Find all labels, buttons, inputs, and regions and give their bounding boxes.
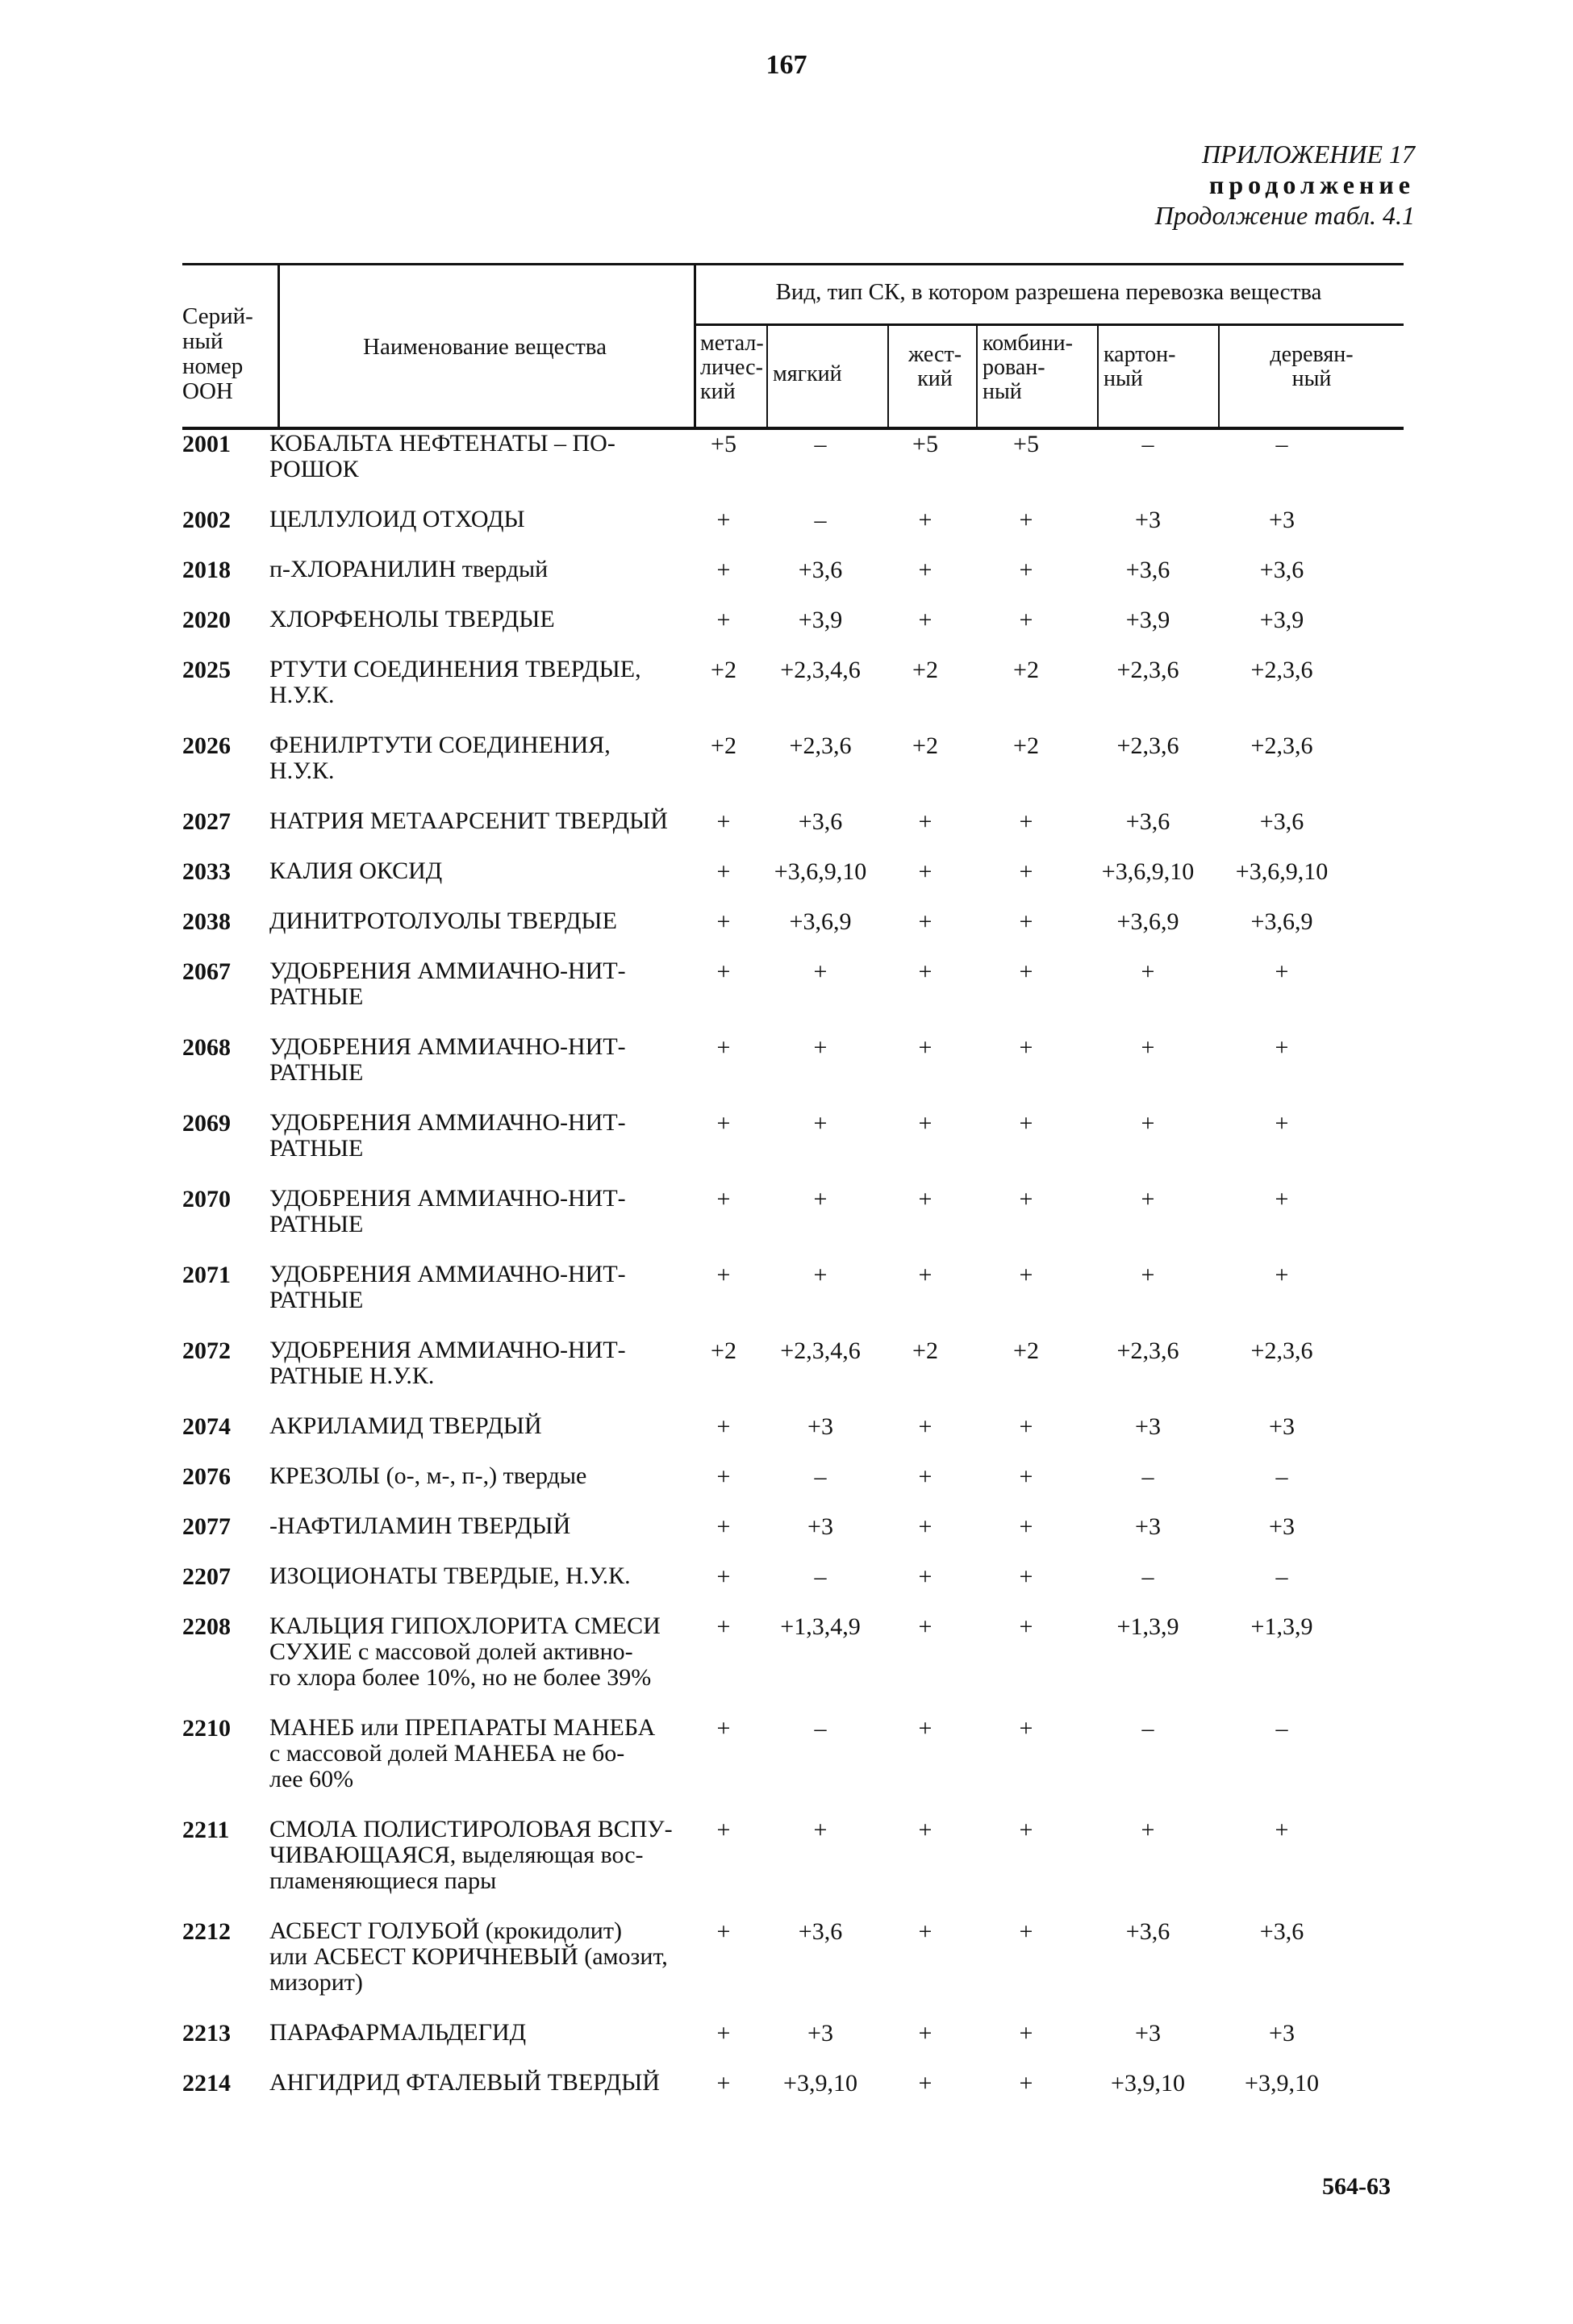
- cell-cardboard: –: [1141, 1563, 1154, 1590]
- cell-rigid: +2: [912, 657, 938, 683]
- cell-combined: +: [1019, 557, 1033, 583]
- table-row: [182, 657, 1404, 732]
- un-serial-number: 2074: [182, 1413, 231, 1440]
- table-row: [182, 1262, 1404, 1337]
- cell-rigid: +: [918, 2070, 933, 2097]
- cell-combined: +: [1019, 1817, 1033, 1843]
- cell-soft: +3: [807, 2020, 833, 2047]
- cell-cardboard: +3,6: [1125, 808, 1170, 835]
- header-subdivider: [694, 323, 1404, 326]
- cell-combined: +2: [1013, 1337, 1039, 1364]
- substance-name: ДИНИТРОТОЛУОЛЫ ТВЕРДЫЕ: [269, 907, 617, 934]
- un-serial-number: 2001: [182, 431, 231, 457]
- table-row: [182, 908, 1404, 958]
- table-row: [182, 1513, 1404, 1563]
- cell-combined: +5: [1013, 431, 1039, 457]
- cell-wooden: –: [1275, 431, 1288, 457]
- cell-combined: +: [1019, 1034, 1033, 1061]
- cell-wooden: –: [1275, 1715, 1288, 1742]
- substance-name: ИЗОЦИОНАТЫ ТВЕРДЫЕ, Н.У.К.: [269, 1563, 631, 1589]
- cell-metal: +: [716, 2020, 731, 2047]
- cell-wooden: +3: [1269, 1413, 1295, 1440]
- substance-name: АСБЕСТ ГОЛУБОЙ (крокидолит) или АСБЕСТ КОРИЧНЕВЫЙ (амозит, мизорит): [269, 1917, 668, 1996]
- un-serial-number: 2212: [182, 1918, 231, 1945]
- cell-combined: +: [1019, 507, 1033, 533]
- table-row: [182, 557, 1404, 607]
- cell-soft: –: [814, 507, 827, 533]
- cell-combined: +: [1019, 607, 1033, 633]
- cell-rigid: +: [918, 1613, 933, 1640]
- substance-name: КАЛЬЦИЯ ГИПОХЛОРИТА СМЕСИ СУХИЕ с массовой долей активно- го хлора более 10%, но не более 39%: [269, 1613, 661, 1691]
- substance-name: СМОЛА ПОЛИСТИРОЛОВАЯ ВСПУ- ЧИВАЮЩАЯСЯ, выделяющая вос- пламеняющиеся пары: [269, 1816, 673, 1894]
- cell-metal: +: [716, 1186, 731, 1212]
- cell-rigid: +: [918, 2020, 933, 2047]
- cell-soft: –: [814, 431, 827, 457]
- substance-name: АНГИДРИД ФТАЛЕВЫЙ ТВЕРДЫЙ: [269, 2069, 660, 2096]
- cell-soft: +2,3,4,6: [780, 657, 861, 683]
- cell-cardboard: –: [1141, 1715, 1154, 1742]
- cell-cardboard: +3: [1135, 1513, 1161, 1540]
- header-divider: [277, 265, 280, 427]
- cell-cardboard: +3: [1135, 1413, 1161, 1440]
- table-caption: Продолжение табл. 4.1: [1154, 201, 1415, 230]
- cell-wooden: +2,3,6: [1250, 1337, 1313, 1364]
- table-row: [182, 1337, 1404, 1413]
- table-row: [182, 1817, 1404, 1918]
- cell-metal: +: [716, 1513, 731, 1540]
- cell-metal: +: [716, 1817, 731, 1843]
- cell-combined: +: [1019, 958, 1033, 985]
- page-number: 167: [766, 50, 807, 80]
- cell-wooden: +1,3,9: [1250, 1613, 1313, 1640]
- cell-wooden: +3: [1269, 507, 1295, 533]
- cell-cardboard: +3,6,9: [1116, 908, 1179, 935]
- cell-soft: +3,6: [798, 1918, 843, 1945]
- un-serial-number: 2002: [182, 507, 231, 533]
- print-code: 564-63: [1322, 2173, 1391, 2200]
- cell-rigid: +: [918, 1817, 933, 1843]
- cell-cardboard: +: [1141, 1034, 1155, 1061]
- cell-soft: +: [813, 958, 828, 985]
- cell-metal: +: [716, 1034, 731, 1061]
- cell-combined: +: [1019, 1413, 1033, 1440]
- continuation-label: продолжение: [1208, 170, 1415, 199]
- cell-combined: +: [1019, 1513, 1033, 1540]
- cell-rigid: +: [918, 1918, 933, 1945]
- substance-name: ПАРАФАРМАЛЬДЕГИД: [269, 2019, 527, 2046]
- table-row: [182, 2070, 1404, 2120]
- table-row: [182, 1463, 1404, 1513]
- cell-soft: +: [813, 1817, 828, 1843]
- cell-wooden: +3,6: [1259, 557, 1304, 583]
- table-row: [182, 1186, 1404, 1262]
- cell-rigid: +: [918, 1110, 933, 1137]
- cell-soft: +2,3,6: [789, 732, 852, 759]
- cell-cardboard: +2,3,6: [1116, 657, 1179, 683]
- cell-wooden: +3,9,10: [1245, 2070, 1319, 2097]
- header-col-soft: мягкий: [773, 361, 842, 386]
- cell-soft: +3,6: [798, 808, 843, 835]
- table-row: [182, 858, 1404, 908]
- substance-name: КОБАЛЬТА НЕФТЕНАТЫ – ПО- РОШОК: [269, 430, 615, 482]
- cell-cardboard: +: [1141, 958, 1155, 985]
- cell-rigid: +2: [912, 1337, 938, 1364]
- cell-cardboard: +: [1141, 1262, 1155, 1288]
- table-row: [182, 808, 1404, 858]
- cell-metal: +: [716, 1262, 731, 1288]
- cell-wooden: +: [1275, 1034, 1289, 1061]
- table-row: [182, 607, 1404, 657]
- cell-wooden: +: [1275, 1817, 1289, 1843]
- cell-rigid: +: [918, 1413, 933, 1440]
- cell-wooden: +3,6,9,10: [1235, 858, 1329, 885]
- cell-wooden: –: [1275, 1463, 1288, 1490]
- substance-name: АКРИЛАМИД ТВЕРДЫЙ: [269, 1412, 542, 1439]
- cell-metal: +2: [711, 657, 736, 683]
- table-row: [182, 1918, 1404, 2020]
- header-group: Вид, тип СК, в котором разрешена перевозка вещества: [775, 279, 1322, 305]
- cell-metal: +: [716, 858, 731, 885]
- header-divider: [1218, 323, 1220, 427]
- cell-wooden: +2,3,6: [1250, 657, 1313, 683]
- cell-soft: +3,6,9,10: [774, 858, 867, 885]
- cell-cardboard: +2,3,6: [1116, 732, 1179, 759]
- cell-metal: +: [716, 1715, 731, 1742]
- table-row: [182, 1034, 1404, 1110]
- cell-wooden: +3: [1269, 1513, 1295, 1540]
- un-serial-number: 2069: [182, 1110, 231, 1137]
- substance-name: п-ХЛОРАНИЛИН твердый: [269, 556, 549, 582]
- cell-combined: +: [1019, 1918, 1033, 1945]
- cell-combined: +2: [1013, 657, 1039, 683]
- un-serial-number: 2018: [182, 557, 231, 583]
- cell-cardboard: –: [1141, 1463, 1154, 1490]
- cell-wooden: +3,6,9: [1250, 908, 1313, 935]
- cell-cardboard: +3,9: [1125, 607, 1170, 633]
- substance-name: УДОБРЕНИЯ АММИАЧНО-НИТ- РАТНЫЕ Н.У.К.: [269, 1337, 626, 1389]
- cell-rigid: +: [918, 607, 933, 633]
- cell-rigid: +: [918, 808, 933, 835]
- cell-soft: +3,9: [798, 607, 843, 633]
- header-col-rigid: жест- кий: [908, 342, 962, 391]
- cell-soft: +3,9,10: [783, 2070, 857, 2097]
- cell-metal: +: [716, 1110, 731, 1137]
- cell-wooden: +: [1275, 958, 1289, 985]
- cell-cardboard: +3,6: [1125, 557, 1170, 583]
- table-row: [182, 1613, 1404, 1715]
- cell-soft: +: [813, 1110, 828, 1137]
- cell-rigid: +: [918, 958, 933, 985]
- cell-soft: –: [814, 1563, 827, 1590]
- cell-wooden: +3,9: [1259, 607, 1304, 633]
- table-row: [182, 431, 1404, 507]
- appendix-title: ПРИЛОЖЕНИЕ 17: [1202, 140, 1415, 169]
- cell-metal: +: [716, 1463, 731, 1490]
- table-row: [182, 1563, 1404, 1613]
- cell-cardboard: +3,9,10: [1111, 2070, 1185, 2097]
- table-row: [182, 1110, 1404, 1186]
- header-name: Наименование вещества: [363, 334, 607, 360]
- cell-soft: +2,3,4,6: [780, 1337, 861, 1364]
- cell-rigid: +: [918, 1186, 933, 1212]
- cell-metal: +2: [711, 1337, 736, 1364]
- un-serial-number: 2038: [182, 908, 231, 935]
- cell-wooden: –: [1275, 1563, 1288, 1590]
- header-serial: Серий- ный номер ООН: [182, 303, 253, 404]
- un-serial-number: 2070: [182, 1186, 231, 1212]
- substance-name: МАНЕБ или ПРЕПАРАТЫ МАНЕБА с массовой долей МАНЕБА не бо- лее 60%: [269, 1714, 656, 1792]
- cell-rigid: +: [918, 1034, 933, 1061]
- cell-combined: +: [1019, 808, 1033, 835]
- cell-rigid: +: [918, 908, 933, 935]
- substance-name: КРЕЗОЛЫ (о-, м-, п-,) твердые: [269, 1462, 587, 1489]
- cell-rigid: +: [918, 858, 933, 885]
- table-row: [182, 958, 1404, 1034]
- un-serial-number: 2033: [182, 858, 231, 885]
- un-serial-number: 2071: [182, 1262, 231, 1288]
- un-serial-number: 2025: [182, 657, 231, 683]
- un-serial-number: 2077: [182, 1513, 231, 1540]
- cell-wooden: +: [1275, 1262, 1289, 1288]
- cell-metal: +: [716, 507, 731, 533]
- un-serial-number: 2068: [182, 1034, 231, 1061]
- cell-soft: –: [814, 1715, 827, 1742]
- cell-rigid: +: [918, 1463, 933, 1490]
- cell-combined: +: [1019, 1262, 1033, 1288]
- un-serial-number: 2076: [182, 1463, 231, 1490]
- table-row: [182, 1413, 1404, 1463]
- cell-cardboard: +: [1141, 1110, 1155, 1137]
- cell-metal: +: [716, 607, 731, 633]
- cell-wooden: +: [1275, 1110, 1289, 1137]
- table-header: [182, 263, 1404, 430]
- substance-table: [182, 431, 1404, 2120]
- cell-metal: +2: [711, 732, 736, 759]
- table-row: [182, 2020, 1404, 2070]
- cell-metal: +: [716, 2070, 731, 2097]
- cell-rigid: +: [918, 1513, 933, 1540]
- header-col-combined: комбини- рован- ный: [983, 331, 1073, 404]
- table-row: [182, 507, 1404, 557]
- cell-soft: +1,3,4,9: [780, 1613, 861, 1640]
- table-row: [182, 732, 1404, 808]
- cell-metal: +: [716, 958, 731, 985]
- cell-cardboard: +3,6: [1125, 1918, 1170, 1945]
- cell-rigid: +: [918, 507, 933, 533]
- cell-cardboard: +: [1141, 1186, 1155, 1212]
- cell-combined: +2: [1013, 732, 1039, 759]
- cell-combined: +: [1019, 1186, 1033, 1212]
- cell-combined: +: [1019, 1715, 1033, 1742]
- cell-rigid: +: [918, 1715, 933, 1742]
- substance-name: КАЛИЯ ОКСИД: [269, 857, 443, 884]
- cell-metal: +5: [711, 431, 736, 457]
- cell-metal: +: [716, 557, 731, 583]
- cell-metal: +: [716, 808, 731, 835]
- cell-cardboard: +3,6,9,10: [1101, 858, 1195, 885]
- substance-name: УДОБРЕНИЯ АММИАЧНО-НИТ- РАТНЫЕ: [269, 1185, 626, 1237]
- un-serial-number: 2072: [182, 1337, 231, 1364]
- cell-combined: +: [1019, 908, 1033, 935]
- un-serial-number: 2210: [182, 1715, 231, 1742]
- cell-wooden: +: [1275, 1186, 1289, 1212]
- header-col-metal: метал- личес- кий: [700, 331, 764, 404]
- substance-name: НАТРИЯ МЕТААРСЕНИТ ТВЕРДЫЙ: [269, 807, 668, 834]
- substance-name: ФЕНИЛРТУТИ СОЕДИНЕНИЯ, Н.У.К.: [269, 732, 611, 784]
- cell-soft: +: [813, 1262, 828, 1288]
- substance-name: УДОБРЕНИЯ АММИАЧНО-НИТ- РАТНЫЕ: [269, 958, 626, 1010]
- cell-metal: +: [716, 1563, 731, 1590]
- substance-name: УДОБРЕНИЯ АММИАЧНО-НИТ- РАТНЫЕ: [269, 1033, 626, 1086]
- substance-name: ХЛОРФЕНОЛЫ ТВЕРДЫЕ: [269, 606, 555, 632]
- un-serial-number: 2027: [182, 808, 231, 835]
- substance-name: ЦЕЛЛУЛОИД ОТХОДЫ: [269, 506, 525, 532]
- cell-combined: +: [1019, 1613, 1033, 1640]
- cell-cardboard: +: [1141, 1817, 1155, 1843]
- un-serial-number: 2208: [182, 1613, 231, 1640]
- cell-wooden: +3: [1269, 2020, 1295, 2047]
- cell-cardboard: +3: [1135, 2020, 1161, 2047]
- substance-name: УДОБРЕНИЯ АММИАЧНО-НИТ- РАТНЫЕ: [269, 1261, 626, 1313]
- un-serial-number: 2020: [182, 607, 231, 633]
- cell-soft: +: [813, 1034, 828, 1061]
- un-serial-number: 2211: [182, 1817, 230, 1843]
- cell-wooden: +2,3,6: [1250, 732, 1313, 759]
- un-serial-number: 2207: [182, 1563, 231, 1590]
- header-col-cardboard: картон- ный: [1104, 342, 1176, 391]
- un-serial-number: 2067: [182, 958, 231, 985]
- substance-name: УДОБРЕНИЯ АММИАЧНО-НИТ- РАТНЫЕ: [269, 1109, 626, 1162]
- header-col-wooden: деревян- ный: [1270, 342, 1354, 391]
- appendix-heading: [1155, 139, 1415, 231]
- cell-soft: +3,6: [798, 557, 843, 583]
- cell-wooden: +3,6: [1259, 1918, 1304, 1945]
- cell-metal: +: [716, 1613, 731, 1640]
- cell-soft: +3: [807, 1413, 833, 1440]
- cell-rigid: +: [918, 1563, 933, 1590]
- cell-metal: +: [716, 1918, 731, 1945]
- cell-rigid: +2: [912, 732, 938, 759]
- un-serial-number: 2213: [182, 2020, 231, 2047]
- cell-metal: +: [716, 908, 731, 935]
- substance-name: -НАФТИЛАМИН ТВЕРДЫЙ: [269, 1512, 571, 1539]
- cell-metal: +: [716, 1413, 731, 1440]
- cell-cardboard: +2,3,6: [1116, 1337, 1179, 1364]
- substance-name: РТУТИ СОЕДИНЕНИЯ ТВЕРДЫЕ, Н.У.К.: [269, 656, 641, 708]
- cell-soft: +: [813, 1186, 828, 1212]
- cell-soft: +3: [807, 1513, 833, 1540]
- un-serial-number: 2214: [182, 2070, 231, 2097]
- un-serial-number: 2026: [182, 732, 231, 759]
- cell-rigid: +: [918, 557, 933, 583]
- cell-combined: +: [1019, 1463, 1033, 1490]
- table-row: [182, 1715, 1404, 1817]
- cell-combined: +: [1019, 1110, 1033, 1137]
- cell-cardboard: +1,3,9: [1116, 1613, 1179, 1640]
- cell-rigid: +5: [912, 431, 938, 457]
- cell-combined: +: [1019, 1563, 1033, 1590]
- cell-wooden: +3,6: [1259, 808, 1304, 835]
- cell-cardboard: +3: [1135, 507, 1161, 533]
- cell-cardboard: –: [1141, 431, 1154, 457]
- cell-combined: +: [1019, 858, 1033, 885]
- cell-combined: +: [1019, 2070, 1033, 2097]
- cell-soft: –: [814, 1463, 827, 1490]
- cell-rigid: +: [918, 1262, 933, 1288]
- cell-combined: +: [1019, 2020, 1033, 2047]
- cell-soft: +3,6,9: [789, 908, 852, 935]
